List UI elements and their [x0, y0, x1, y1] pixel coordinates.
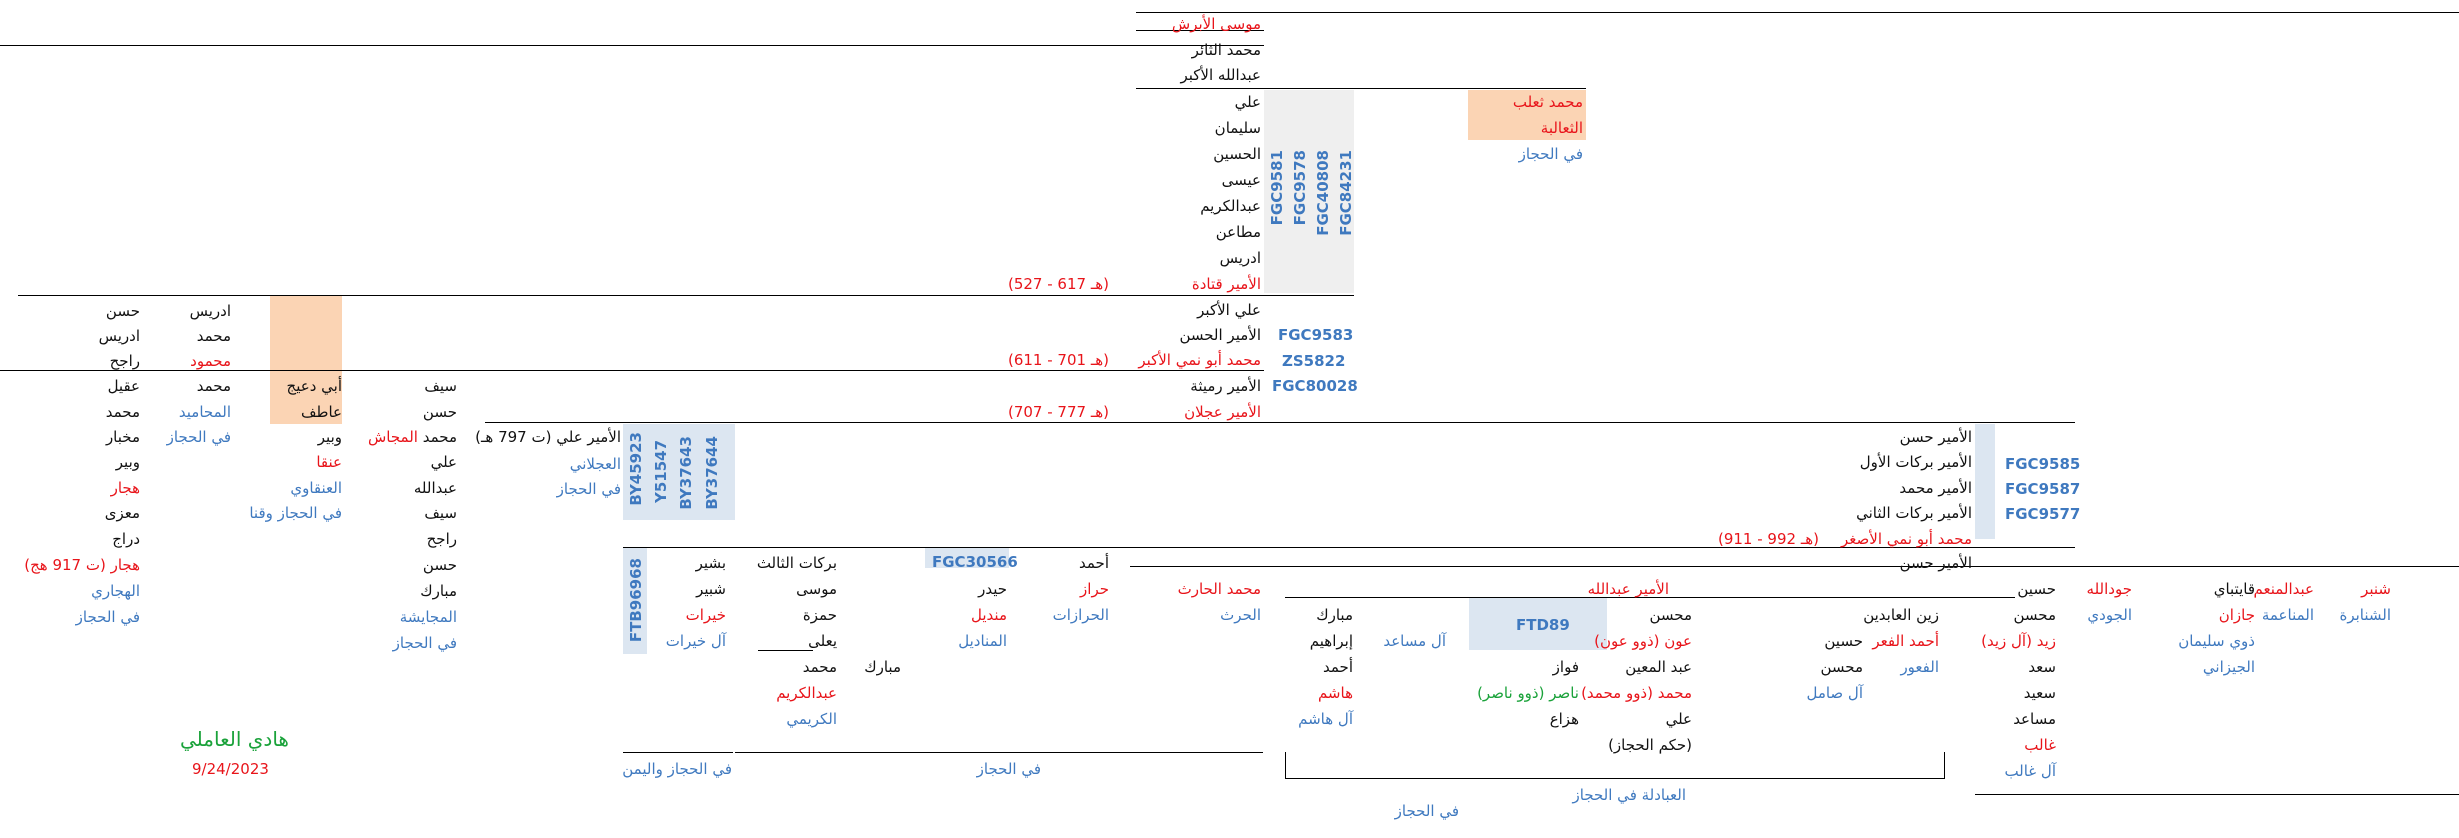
- line-2: [0, 45, 1264, 46]
- khirat-place: في الحجاز واليمن: [622, 760, 732, 778]
- hirazat-tribe: الحرازات: [1052, 606, 1109, 624]
- lc1-red-0: هجار: [110, 479, 140, 497]
- lc4-c2-2: سيف: [424, 504, 457, 522]
- hirazat-name: حراز: [1080, 580, 1109, 598]
- abadila-mubarak: مبارك: [1316, 606, 1353, 624]
- abadila-fuur: الفعور: [1900, 658, 1939, 676]
- qatada-dates: (527 - 617 هـ): [1007, 275, 1109, 293]
- lc1-1: ادريس: [98, 327, 140, 345]
- lc1-tribe: الهجاري: [91, 582, 140, 600]
- khirat-code: FTB96968: [627, 558, 645, 643]
- abdullah-akbar: عبدالله الأكبر: [1180, 66, 1261, 84]
- rb-line-1: الأمير بركات الأول: [1859, 453, 1972, 471]
- abadila-ibrahim: إبراهيم: [1309, 632, 1353, 650]
- ajlani-code-0: BY45923: [627, 432, 645, 506]
- vline-abadila-right: [1944, 752, 1945, 778]
- abadila-hasan-z: حسين: [1824, 632, 1863, 650]
- lc2-1: محمد: [196, 327, 231, 345]
- harith-name: محمد الحارث: [1177, 580, 1261, 598]
- chain-3: عيسى: [1221, 171, 1261, 189]
- lc1-6: وبير: [115, 453, 140, 471]
- manadil-tribe: المناديل: [958, 632, 1007, 650]
- abadila-place: العبادلة في الحجاز: [1572, 786, 1686, 804]
- muhammad-thaer: محمد الثائر: [1191, 41, 1261, 59]
- lc2-red: محمود: [190, 352, 231, 370]
- lc4-c2-1: عبدالله: [413, 479, 457, 497]
- musa-name: موسى الأبرش: [1171, 15, 1261, 33]
- lc3-anqa: عنقا: [316, 453, 342, 471]
- amir-hassan: الأمير الحسن: [1179, 326, 1261, 344]
- lc1-place: في الحجاز: [75, 608, 140, 626]
- rb-line-3: الأمير بركات الثاني: [1856, 504, 1972, 522]
- fr-muhsin: محسن: [2013, 606, 2056, 624]
- code-mid-1: ZS5822: [1282, 352, 1346, 370]
- lc1-2: راجح: [109, 352, 140, 370]
- khirat-a-1: شبير: [696, 580, 726, 598]
- manadil-place: في الحجاز: [976, 760, 1041, 778]
- code-top-1: FGC9578: [1291, 150, 1309, 226]
- line-12: [623, 752, 733, 753]
- lc1-0: حسن: [105, 302, 140, 320]
- ajlani-code-2: BY37643: [677, 436, 695, 510]
- lc4-0: سيف: [424, 377, 457, 395]
- lc1-red-2: دراج: [112, 530, 140, 548]
- top-line: [1136, 12, 2459, 13]
- lc1-4: محمد: [105, 403, 140, 421]
- code-mid-2: FGC80028: [1272, 377, 1358, 395]
- fr-abdulmunim: عبدالمنعم: [2253, 580, 2314, 598]
- khirat-a-0: بشير: [695, 554, 726, 572]
- harith-tribe: الحرث: [1220, 606, 1261, 624]
- code-top-2: FGC40808: [1314, 150, 1332, 236]
- khirat-tribe: آل خيرات: [665, 632, 726, 650]
- manadil-ahmad: أحمد: [1079, 554, 1109, 572]
- lc4-majash-prefix: محمد: [417, 428, 457, 446]
- abadila-fawaz: فواز: [1552, 658, 1579, 676]
- line-8: [1130, 566, 2459, 567]
- ali-akbar: علي الأكبر: [1197, 301, 1261, 319]
- line-4: [18, 295, 1354, 296]
- abadila-ahmad-fahar: أحمد الفعر: [1872, 632, 1939, 650]
- chain-4: عبدالكريم: [1200, 197, 1261, 215]
- ajlani-code-1: Y51547: [652, 440, 670, 504]
- khirat-abdulkarim: عبدالكريم: [776, 684, 837, 702]
- lc4-majash: المجاش: [367, 428, 418, 446]
- chain-0: علي: [1234, 93, 1261, 111]
- fr-saad1: سعد: [2028, 658, 2056, 676]
- abadila-hashim: هاشم: [1317, 684, 1353, 702]
- lc4-place: في الحجاز: [392, 634, 457, 652]
- khirat-b-2: حمزة: [802, 606, 837, 624]
- ajlani-place: في الحجاز: [556, 480, 621, 498]
- lc2-tribe: المحاميد: [178, 403, 231, 421]
- abu-numayy-1-dates: (611 - 701 هـ): [1007, 351, 1109, 369]
- fr-jawdallah: جودالله: [2086, 580, 2132, 598]
- fr-musaad: مساعد: [2013, 710, 2056, 728]
- rb-hassan: الأمير حسن: [1899, 554, 1972, 572]
- fr-manaia: المناعمة: [2261, 606, 2314, 624]
- ajlan-dates: (707 - 777 هـ): [1007, 403, 1109, 421]
- line-6: [485, 422, 2075, 423]
- lc4-c2-5: مبارك: [420, 582, 457, 600]
- khirat-mubarak: مبارك: [864, 658, 901, 676]
- fr-zaid: زيد (آل زيد): [1981, 632, 2056, 650]
- lc3-wabir: وبير: [317, 428, 342, 446]
- fr-shanbar: شنبر: [2361, 580, 2391, 598]
- fr-shanabra: الشنابرة: [2339, 606, 2391, 624]
- code-top-3: FGC84231: [1337, 150, 1355, 236]
- ajlani-tribe: العجلاني: [569, 455, 621, 473]
- abadila-al-musaad: آل مساعد: [1383, 632, 1446, 650]
- code-top-0: FGC9581: [1268, 150, 1286, 226]
- abadila-ali: علي: [1665, 710, 1692, 728]
- abadila-title: الأمير عبدالله: [1587, 580, 1669, 598]
- khirat-b-0: بركات الثالث: [756, 554, 837, 572]
- lc4-1: حسن: [422, 403, 457, 421]
- rb-abu-numayy-2: محمد أبو نمي الأصغر: [1841, 530, 1972, 548]
- abadila-nasir: ناصر (ذوو ناصر): [1477, 684, 1579, 702]
- lc3-atif: عاطف: [301, 403, 342, 421]
- lc1-red-1: معزى: [104, 504, 140, 522]
- abadila-muhammad-dhawu: محمد (ذوو محمد): [1581, 684, 1692, 702]
- fr-ghalib: غالب: [2024, 736, 2056, 754]
- vline-abadila-left: [1285, 752, 1286, 778]
- rb-code-2: FGC9577: [2005, 505, 2081, 523]
- line-5: [0, 370, 1264, 371]
- fr-jizani: الجيزاني: [2202, 658, 2255, 676]
- abadila-zain: زين العابدين: [1863, 606, 1939, 624]
- abadila-hukm: (حكم الحجاز): [1608, 736, 1692, 754]
- lc4-majash-row: [368, 428, 457, 446]
- khirat-b-1: موسى: [796, 580, 837, 598]
- line-3: [1136, 88, 1586, 89]
- lc1-5: مخبار: [105, 428, 140, 446]
- thaalba-place: في الحجاز: [1518, 145, 1583, 163]
- lc1-3: عقيل: [107, 377, 140, 395]
- lc3-tribe: العنقاوي: [290, 479, 342, 497]
- chain-5: مطاعن: [1215, 223, 1261, 241]
- rb-line-2: الأمير محمد: [1899, 479, 1972, 497]
- chain-6: ادريس: [1219, 249, 1261, 267]
- fr-qaytbay: قايتباي: [2213, 580, 2255, 598]
- author-date: 9/24/2023: [192, 760, 269, 778]
- author-name: هادي العاملي: [180, 727, 289, 751]
- khirat-b-3: يعلى: [808, 632, 837, 650]
- khirat-tribe2: الكريمي: [786, 710, 837, 728]
- abadila-muhsin-z: محسن: [1820, 658, 1863, 676]
- abadila-ahmad: أحمد: [1323, 658, 1353, 676]
- chain-1: سليمان: [1214, 119, 1261, 137]
- rumaytha: الأمير رميثة: [1190, 377, 1261, 395]
- khirat-muhammad: محمد: [802, 658, 837, 676]
- lc2-0: ادريس: [189, 302, 231, 320]
- manadil-code: FGC30566: [932, 553, 1018, 571]
- fr-saeed: سعيد: [2023, 684, 2056, 702]
- manadil-handal: منديل: [971, 606, 1007, 624]
- abadila-al-samil: آل صامل: [1806, 684, 1863, 702]
- khirat-name: خيرات: [685, 606, 726, 624]
- thaalba-name: محمد ثعلب: [1512, 93, 1583, 111]
- qatada: الأمير قتادة: [1191, 275, 1261, 293]
- abadila-code: FTD89: [1516, 616, 1570, 634]
- fr-al-ghalib: آل غالب: [2004, 762, 2056, 780]
- fr-place: في الحجاز: [1394, 802, 1459, 820]
- rb-line-0: الأمير حسن: [1899, 428, 1972, 446]
- lc4-c2-0: علي: [430, 453, 457, 471]
- abadila-al-hashim: آل هاشم: [1298, 710, 1353, 728]
- chain-2: الحسين: [1213, 145, 1261, 163]
- abadila-awn: عون (ذوو عون): [1594, 632, 1692, 650]
- fr-dhawi: ذوي سليمان: [2178, 632, 2255, 650]
- rb-code-0: FGC9585: [2005, 455, 2081, 473]
- line-10: [758, 650, 813, 651]
- rb-abu-numayy-2-dates: (911 - 992 هـ): [1717, 530, 1819, 548]
- abadila-hazza: هزاع: [1549, 710, 1579, 728]
- abu-numayy-1: محمد أبو نمي الأكبر: [1138, 351, 1261, 369]
- abadila-abdulmuin: عبد المعين: [1625, 658, 1692, 676]
- code-mid-0: FGC9583: [1278, 326, 1354, 344]
- lc4-c2-4: حسن: [422, 556, 457, 574]
- lc3-daij: أبي دعيج: [286, 377, 342, 395]
- lc3-place: في الحجاز وقنا: [249, 504, 342, 522]
- lc4-tribe: المجايشة: [399, 608, 457, 626]
- fr-husain: حسين: [2017, 580, 2056, 598]
- ajlan: الأمير عجلان: [1184, 403, 1261, 421]
- ajlani-code-3: BY37644: [703, 436, 721, 510]
- line-14: [1975, 794, 2459, 795]
- manadil-haydar: حيدر: [978, 580, 1007, 598]
- thaalba-tribe: الثعالبة: [1540, 119, 1583, 137]
- right-codes-panel: [1975, 424, 1995, 539]
- ajlani-title: الأمير علي (ت 797 هـ): [475, 428, 621, 446]
- fr-jazan: جازان: [2218, 606, 2255, 624]
- abadila-muhsin: محسن: [1649, 606, 1692, 624]
- fr-jawdi: الجودي: [2087, 606, 2132, 624]
- lc4-c2-3: راجح: [426, 530, 457, 548]
- lc2-place: في الحجاز: [166, 428, 231, 446]
- line-13: [735, 752, 1263, 753]
- rb-code-1: FGC9587: [2005, 480, 2081, 498]
- lc2-b: محمد: [196, 377, 231, 395]
- lc1-red-3: هجار (ت 917 هج): [24, 556, 140, 574]
- line-11: [1285, 778, 1945, 779]
